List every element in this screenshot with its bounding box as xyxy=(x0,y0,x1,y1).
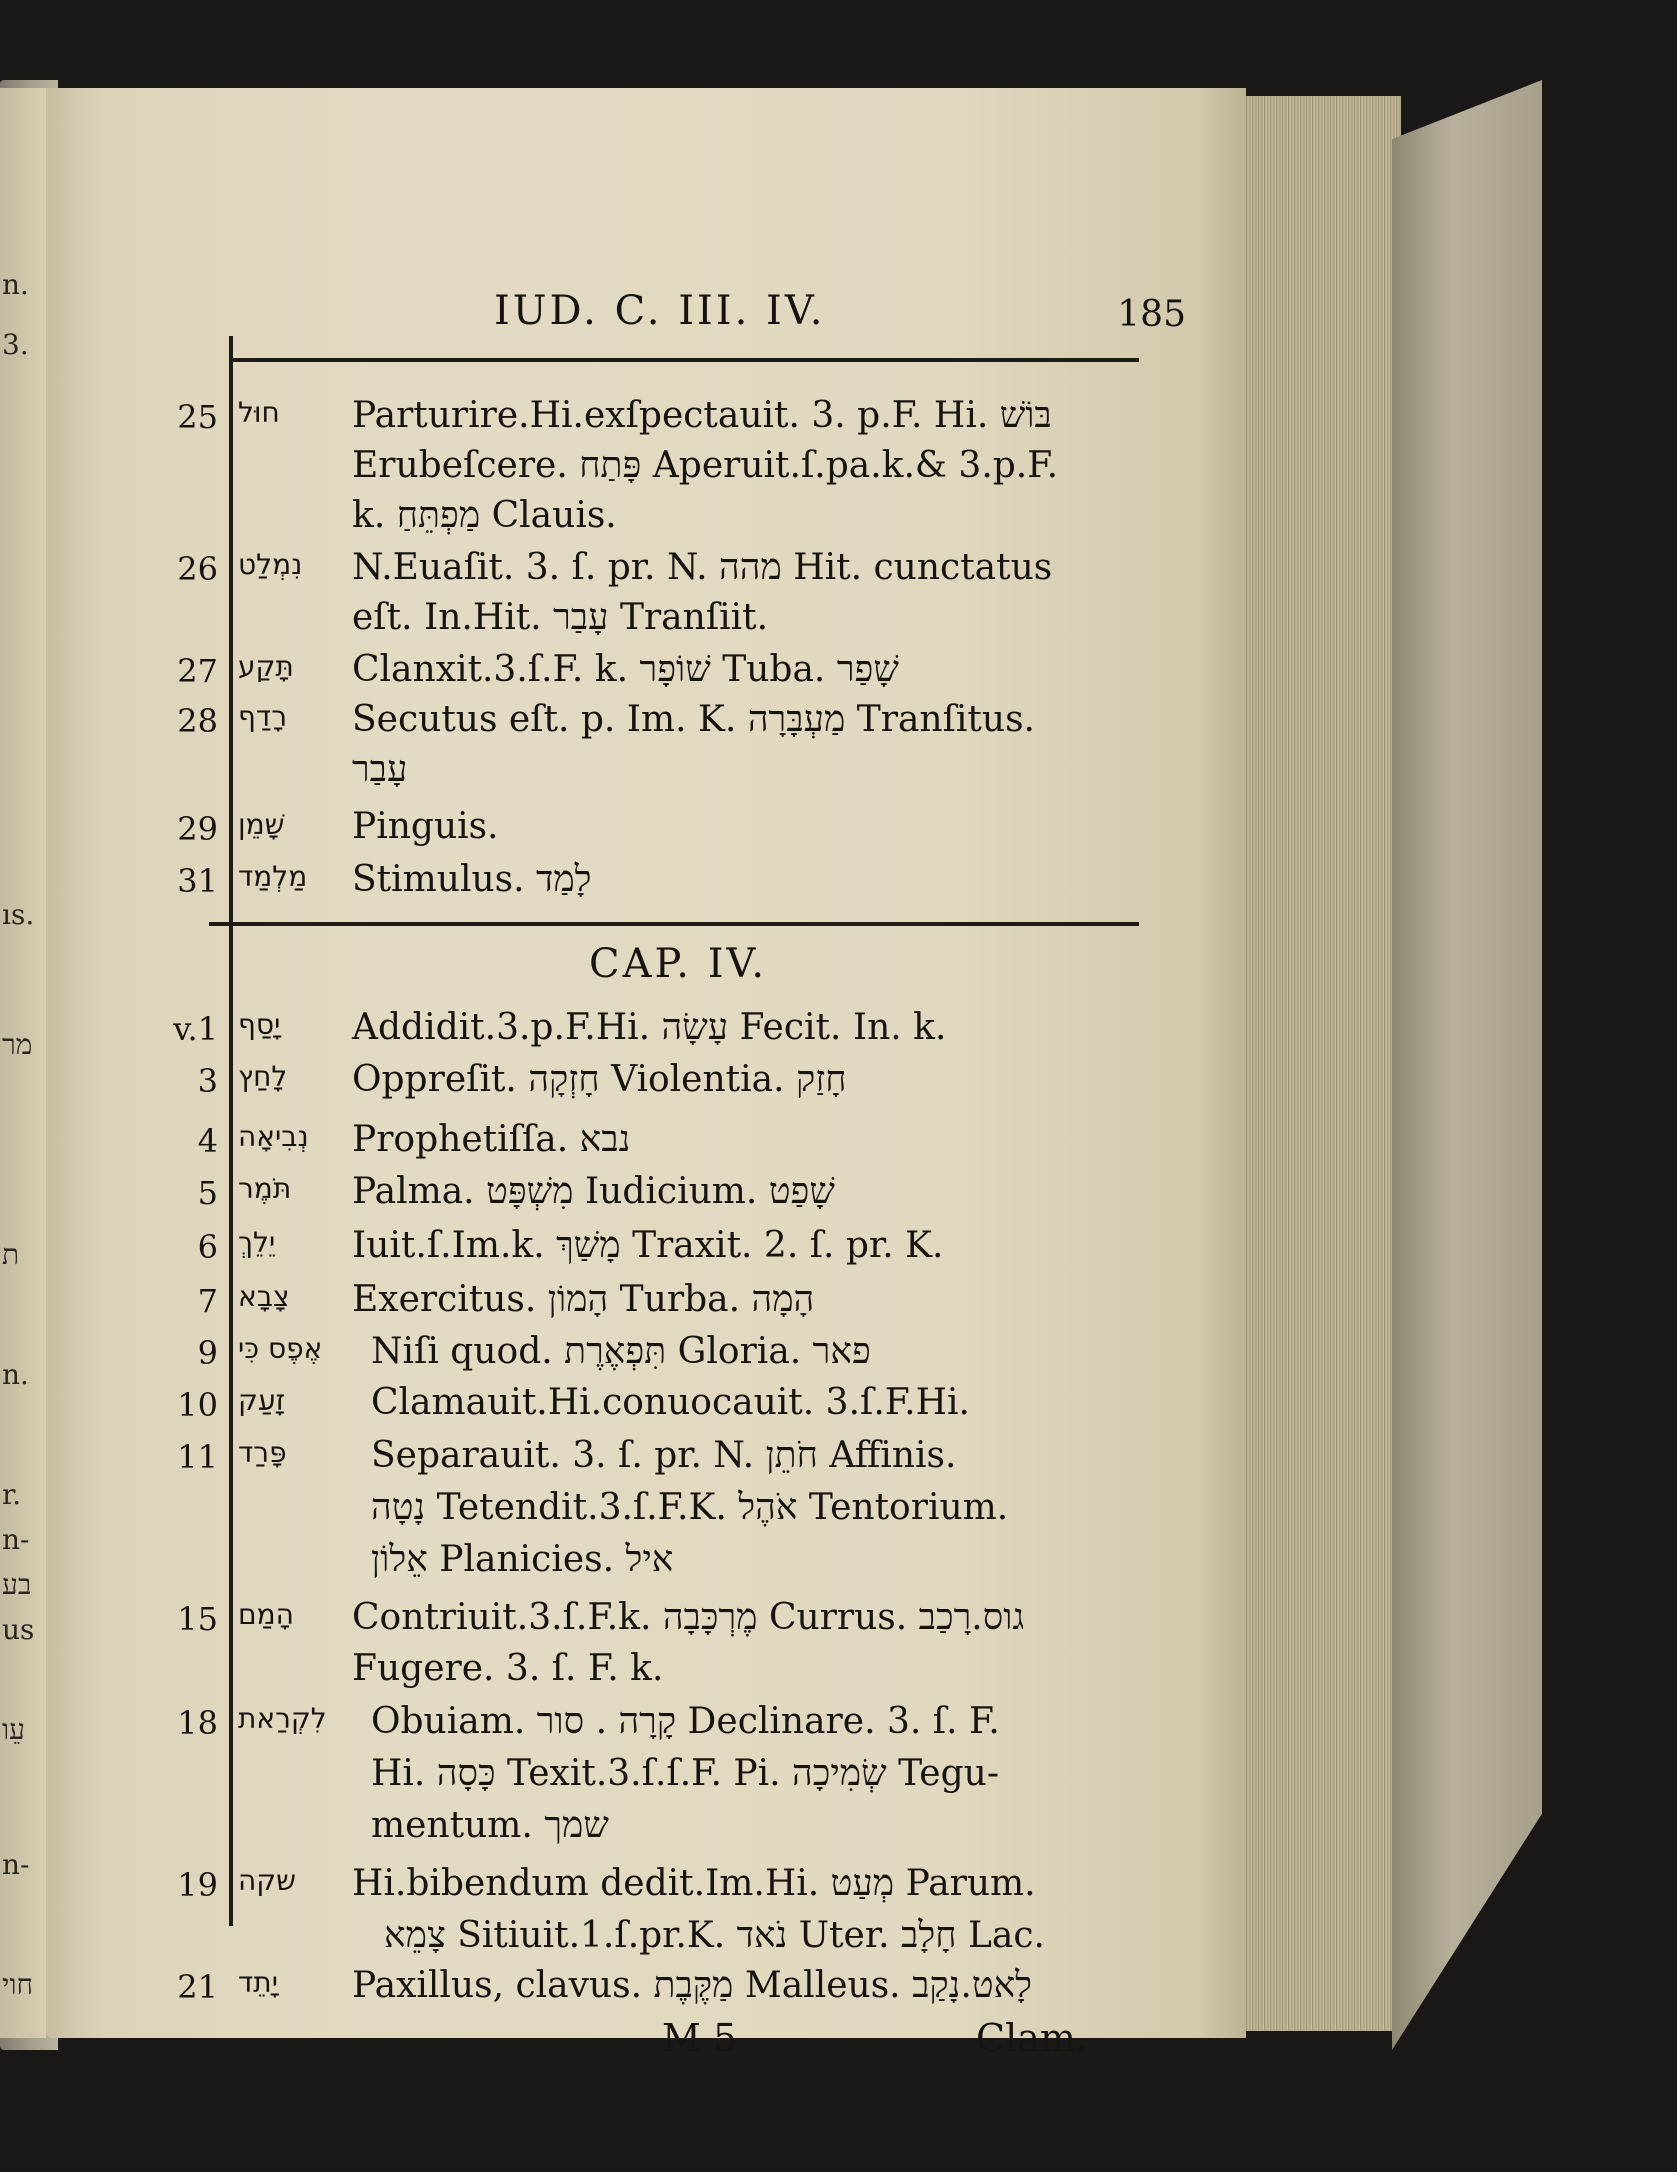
margin-fragment: עֵו xyxy=(2,1713,26,1746)
headword: אֶפֶס כִּי xyxy=(238,1332,323,1365)
headword: שָׁמֵן xyxy=(238,808,285,841)
headword: צָבָא xyxy=(238,1280,290,1313)
verse-number: 31 xyxy=(177,862,218,900)
margin-fragment: 3. xyxy=(2,328,29,361)
gloss: עָבַר xyxy=(352,749,408,790)
entry-line xyxy=(166,494,1166,546)
verse-number: 4 xyxy=(197,1122,218,1160)
gloss: Paxillus, clavus. מַקֶּבֶת Malleus. לָאט.נָקַב xyxy=(352,1965,1033,2006)
headword: נְבִיאָה xyxy=(238,1120,309,1153)
verse-number: 5 xyxy=(197,1174,218,1212)
headword: נִמְלַט xyxy=(238,548,303,581)
page-number: 185 xyxy=(1117,294,1186,335)
margin-fragment: n. xyxy=(2,268,29,301)
verse-number: 28 xyxy=(177,702,218,740)
gloss: צָמֵא Sitiuit.1.ſ.pr.K. נֹאד Uter. חָלָב Lac. xyxy=(384,1915,1045,1956)
entry-line xyxy=(166,748,1166,800)
gloss: Oppreſit. חָזְקָה Violentia. חָזַק xyxy=(352,1059,847,1100)
chapter-heading: CAP. IV. xyxy=(589,941,768,987)
entry-line xyxy=(166,1434,1166,1486)
entry-line xyxy=(166,1862,1166,1914)
margin-fragment: us xyxy=(2,1613,35,1646)
entry-line xyxy=(166,546,1166,598)
entry-line xyxy=(166,1596,1166,1648)
headword: לָחַץ xyxy=(238,1060,288,1093)
gloss: eſt. In.Hit. עָבַר Tranſiit. xyxy=(352,597,769,638)
entry-line xyxy=(166,1700,1166,1752)
headword: רָדַף xyxy=(238,700,287,733)
entry-line xyxy=(166,1382,1166,1434)
headword: יָסַף xyxy=(238,1008,281,1041)
gloss: Addidit.3.p.F.Hi. עָשָׂה Fecit. In. k. xyxy=(352,1007,947,1048)
entry-line xyxy=(166,1752,1166,1804)
right-cover-edge xyxy=(1392,80,1542,2050)
gloss: Clamauit.Hi.conuocauit. 3.ſ.F.Hi. xyxy=(371,1382,970,1423)
gloss: Contriuit.3.ſ.F.k. מֶרְכָּבָה Currus. גוס.רָכַב xyxy=(352,1597,1025,1638)
entry-line xyxy=(166,1914,1166,1966)
verse-number: 11 xyxy=(177,1438,218,1476)
margin-fragment: מר xyxy=(2,1028,33,1061)
verse-number: 6 xyxy=(197,1228,218,1266)
headword: מַלְמַד xyxy=(238,860,308,893)
headword: תֹּמֶר xyxy=(238,1172,292,1205)
margin-fragment: n- xyxy=(2,1523,30,1556)
chapter-divider-rule xyxy=(209,922,1139,926)
headword: לִקְרַאת xyxy=(238,1702,327,1735)
entry-line xyxy=(166,1538,1166,1590)
verse-number: v.1 xyxy=(173,1010,218,1048)
headword: שקה xyxy=(238,1864,296,1897)
gloss: k. מַפְתֵּחַ Clauis. xyxy=(352,495,617,536)
entry-line xyxy=(166,1278,1166,1330)
gloss: mentum. שמך xyxy=(371,1805,609,1846)
headword: יֵלֵךְ xyxy=(238,1226,276,1259)
headword: פָּרַד xyxy=(238,1436,287,1469)
gloss: Secutus eſt. p. Im. K. מַעְבָּרָה Tranſitus. xyxy=(352,699,1036,740)
gloss: Erubeſcere. פָּתַח Aperuit.ſ.pa.k.& 3.p.F. xyxy=(352,445,1059,486)
gloss: Pinguis. xyxy=(352,806,499,847)
gloss: Hi.bibendum dedit.Im.Hi. מְעַט Parum. xyxy=(352,1863,1036,1904)
headword: הָמַם xyxy=(238,1598,294,1631)
verse-number: 7 xyxy=(197,1282,218,1320)
gloss: N.Euaſit. 3. ſ. pr. N. מהה Hit. cunctatus xyxy=(352,547,1053,588)
catchword: Clam. xyxy=(976,2016,1088,2060)
entry-line xyxy=(166,394,1166,446)
gloss: Fugere. 3. ſ. F. k. xyxy=(352,1648,664,1689)
facing-page-fragment xyxy=(0,88,46,2038)
verse-number: 25 xyxy=(177,398,218,436)
gloss: נָטָה Tetendit.3.ſ.F.K. אֹהֶל Tentorium. xyxy=(371,1487,1009,1528)
headword: תָּקַע xyxy=(238,650,294,683)
verse-number: 15 xyxy=(177,1600,218,1638)
headword: זָעַק xyxy=(238,1384,286,1417)
entry-line xyxy=(166,648,1166,700)
gloss: Prophetiſſa. נבא xyxy=(352,1119,631,1160)
book-page xyxy=(46,88,1246,2060)
verse-number: 9 xyxy=(197,1334,218,1372)
gloss: Obuiam. קָרָה . סור Declinare. 3. ſ. F. xyxy=(371,1701,1000,1742)
entry-line xyxy=(166,444,1166,496)
margin-fragment: r. xyxy=(2,1478,22,1511)
entry-line xyxy=(166,1170,1166,1222)
verse-number: 19 xyxy=(177,1866,218,1904)
gloss: Exercitus. הָמוֹן Turba. הָמָה xyxy=(352,1279,815,1320)
entry-line xyxy=(166,1006,1166,1058)
headword: יָתֵד xyxy=(238,1966,278,1999)
margin-fragment: חוי xyxy=(2,1968,34,2001)
entry-line xyxy=(166,596,1166,648)
gloss: אֵלוֹן Planicies. איל xyxy=(371,1539,674,1580)
verse-number: 10 xyxy=(177,1386,218,1424)
entry-line xyxy=(166,1058,1166,1110)
entry-line xyxy=(166,1486,1166,1538)
entry-line xyxy=(166,1118,1166,1170)
gloss: Stimulus. לָמַד xyxy=(352,859,592,900)
margin-fragment: n- xyxy=(2,1848,30,1881)
signature-mark: M 5 xyxy=(662,2016,738,2060)
running-head xyxy=(446,288,1186,348)
gloss: Clanxit.3.ſ.F. k. שׁוֹפָר Tuba. שָׁפַר xyxy=(352,649,899,690)
entry-line xyxy=(166,1648,1166,1700)
gloss: Hi. כָּסָה Texit.3.ſ.ſ.F. Pi. שְׂמִיכָה Tegu- xyxy=(371,1753,999,1794)
headword: חוּל xyxy=(238,396,280,429)
gloss: Palma. מִשְׁפָּט Iudicium. שָׁפַט xyxy=(352,1171,835,1212)
entry-line xyxy=(166,1804,1166,1856)
entry-line xyxy=(166,858,1166,910)
verse-number: 29 xyxy=(177,810,218,848)
verse-number: 26 xyxy=(177,550,218,588)
entry-line xyxy=(166,1964,1166,2016)
margin-fragment: בע xyxy=(2,1568,32,1601)
gloss: Separauit. 3. ſ. pr. N. חֹתֵן Affinis. xyxy=(371,1435,957,1476)
margin-fragment: ת xyxy=(2,1238,20,1271)
entry-line xyxy=(166,806,1166,858)
entry-line xyxy=(166,1330,1166,1382)
gloss: Niſi quod. תִּפְאֶרֶת Gloria. פאר xyxy=(371,1331,871,1372)
gloss: Iuit.ſ.Im.k. מָשַׁךְ Traxit. 2. ſ. pr. K. xyxy=(352,1225,944,1266)
page-fore-edge xyxy=(1246,96,1401,2031)
verse-number: 21 xyxy=(177,1968,218,2006)
gloss: Parturire.Hi.exſpectauit. 3. p.F. Hi. בּוֹשׁ xyxy=(352,395,1052,436)
margin-fragment: ıs. xyxy=(2,898,35,931)
margin-fragment: n. xyxy=(2,1358,29,1391)
verse-number: 18 xyxy=(177,1704,218,1742)
running-head-title: IUD. C. III. IV. xyxy=(494,288,826,334)
header-rule xyxy=(229,358,1139,362)
verse-number: 3 xyxy=(197,1062,218,1100)
verse-number: 27 xyxy=(177,652,218,690)
entry-line xyxy=(166,698,1166,750)
entry-line xyxy=(166,1224,1166,1276)
